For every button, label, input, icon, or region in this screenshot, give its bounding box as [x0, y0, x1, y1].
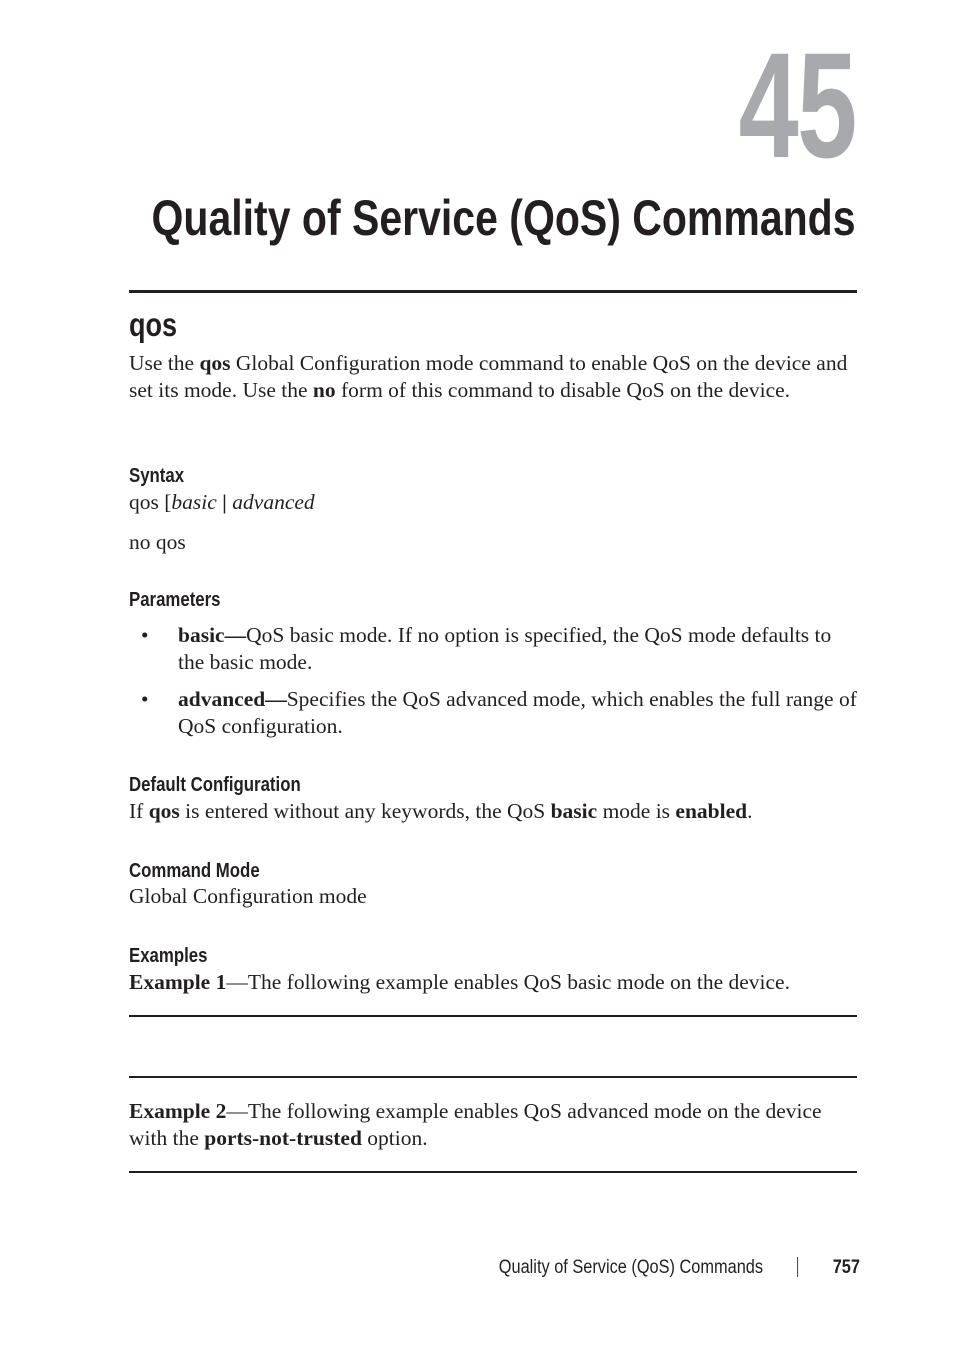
bullet-icon: •	[141, 687, 149, 711]
examples-heading: Examples	[129, 945, 208, 967]
parameters-list	[129, 622, 857, 750]
syntax-line-1: qos [basic | advanced	[129, 490, 315, 514]
page-number: 757	[832, 1256, 860, 1278]
example-2-text: Example 2—The following example enables QoS advanced mode on the device with the ports-not-trusted option.	[129, 1099, 822, 1150]
default-configuration-heading: Default Configuration	[129, 774, 301, 796]
example-1-text: Example 1—The following example enables QoS basic mode on the device.	[129, 970, 790, 994]
syntax-line-2: no qos	[129, 530, 186, 554]
default-configuration-text: If qos is entered without any keywords, the QoS basic mode is enabled.	[129, 799, 753, 823]
syntax-heading: Syntax	[129, 465, 185, 487]
section-title: qos	[129, 306, 178, 343]
code-block-top-rule	[129, 1015, 857, 1017]
command-mode-heading: Command Mode	[129, 860, 260, 882]
command-mode-text: Global Configuration mode	[129, 884, 367, 908]
footer-separator	[797, 1257, 798, 1277]
chapter-number: 45	[738, 21, 856, 189]
page-footer	[499, 1257, 860, 1277]
code-block-rule	[129, 1171, 857, 1173]
list-item: • advanced—Specifies the QoS advanced mode, which enables the full range of QoS configuration.	[141, 687, 857, 738]
code-block-bottom-rule	[129, 1076, 857, 1078]
bullet-icon: •	[141, 623, 149, 647]
parameters-heading: Parameters	[129, 589, 221, 611]
footer-title: Quality of Service (QoS) Commands	[498, 1256, 764, 1278]
section-divider	[129, 290, 857, 293]
list-item: • basic—QoS basic mode. If no option is specified, the QoS mode defaults to the basic mode.	[141, 623, 832, 674]
chapter-title: Quality of Service (QoS) Commands	[152, 190, 856, 246]
section-intro: Use the qos Global Configuration mode command to enable QoS on the device and set its mode. Use the no form of this command to disable QoS on the device.	[129, 351, 848, 402]
